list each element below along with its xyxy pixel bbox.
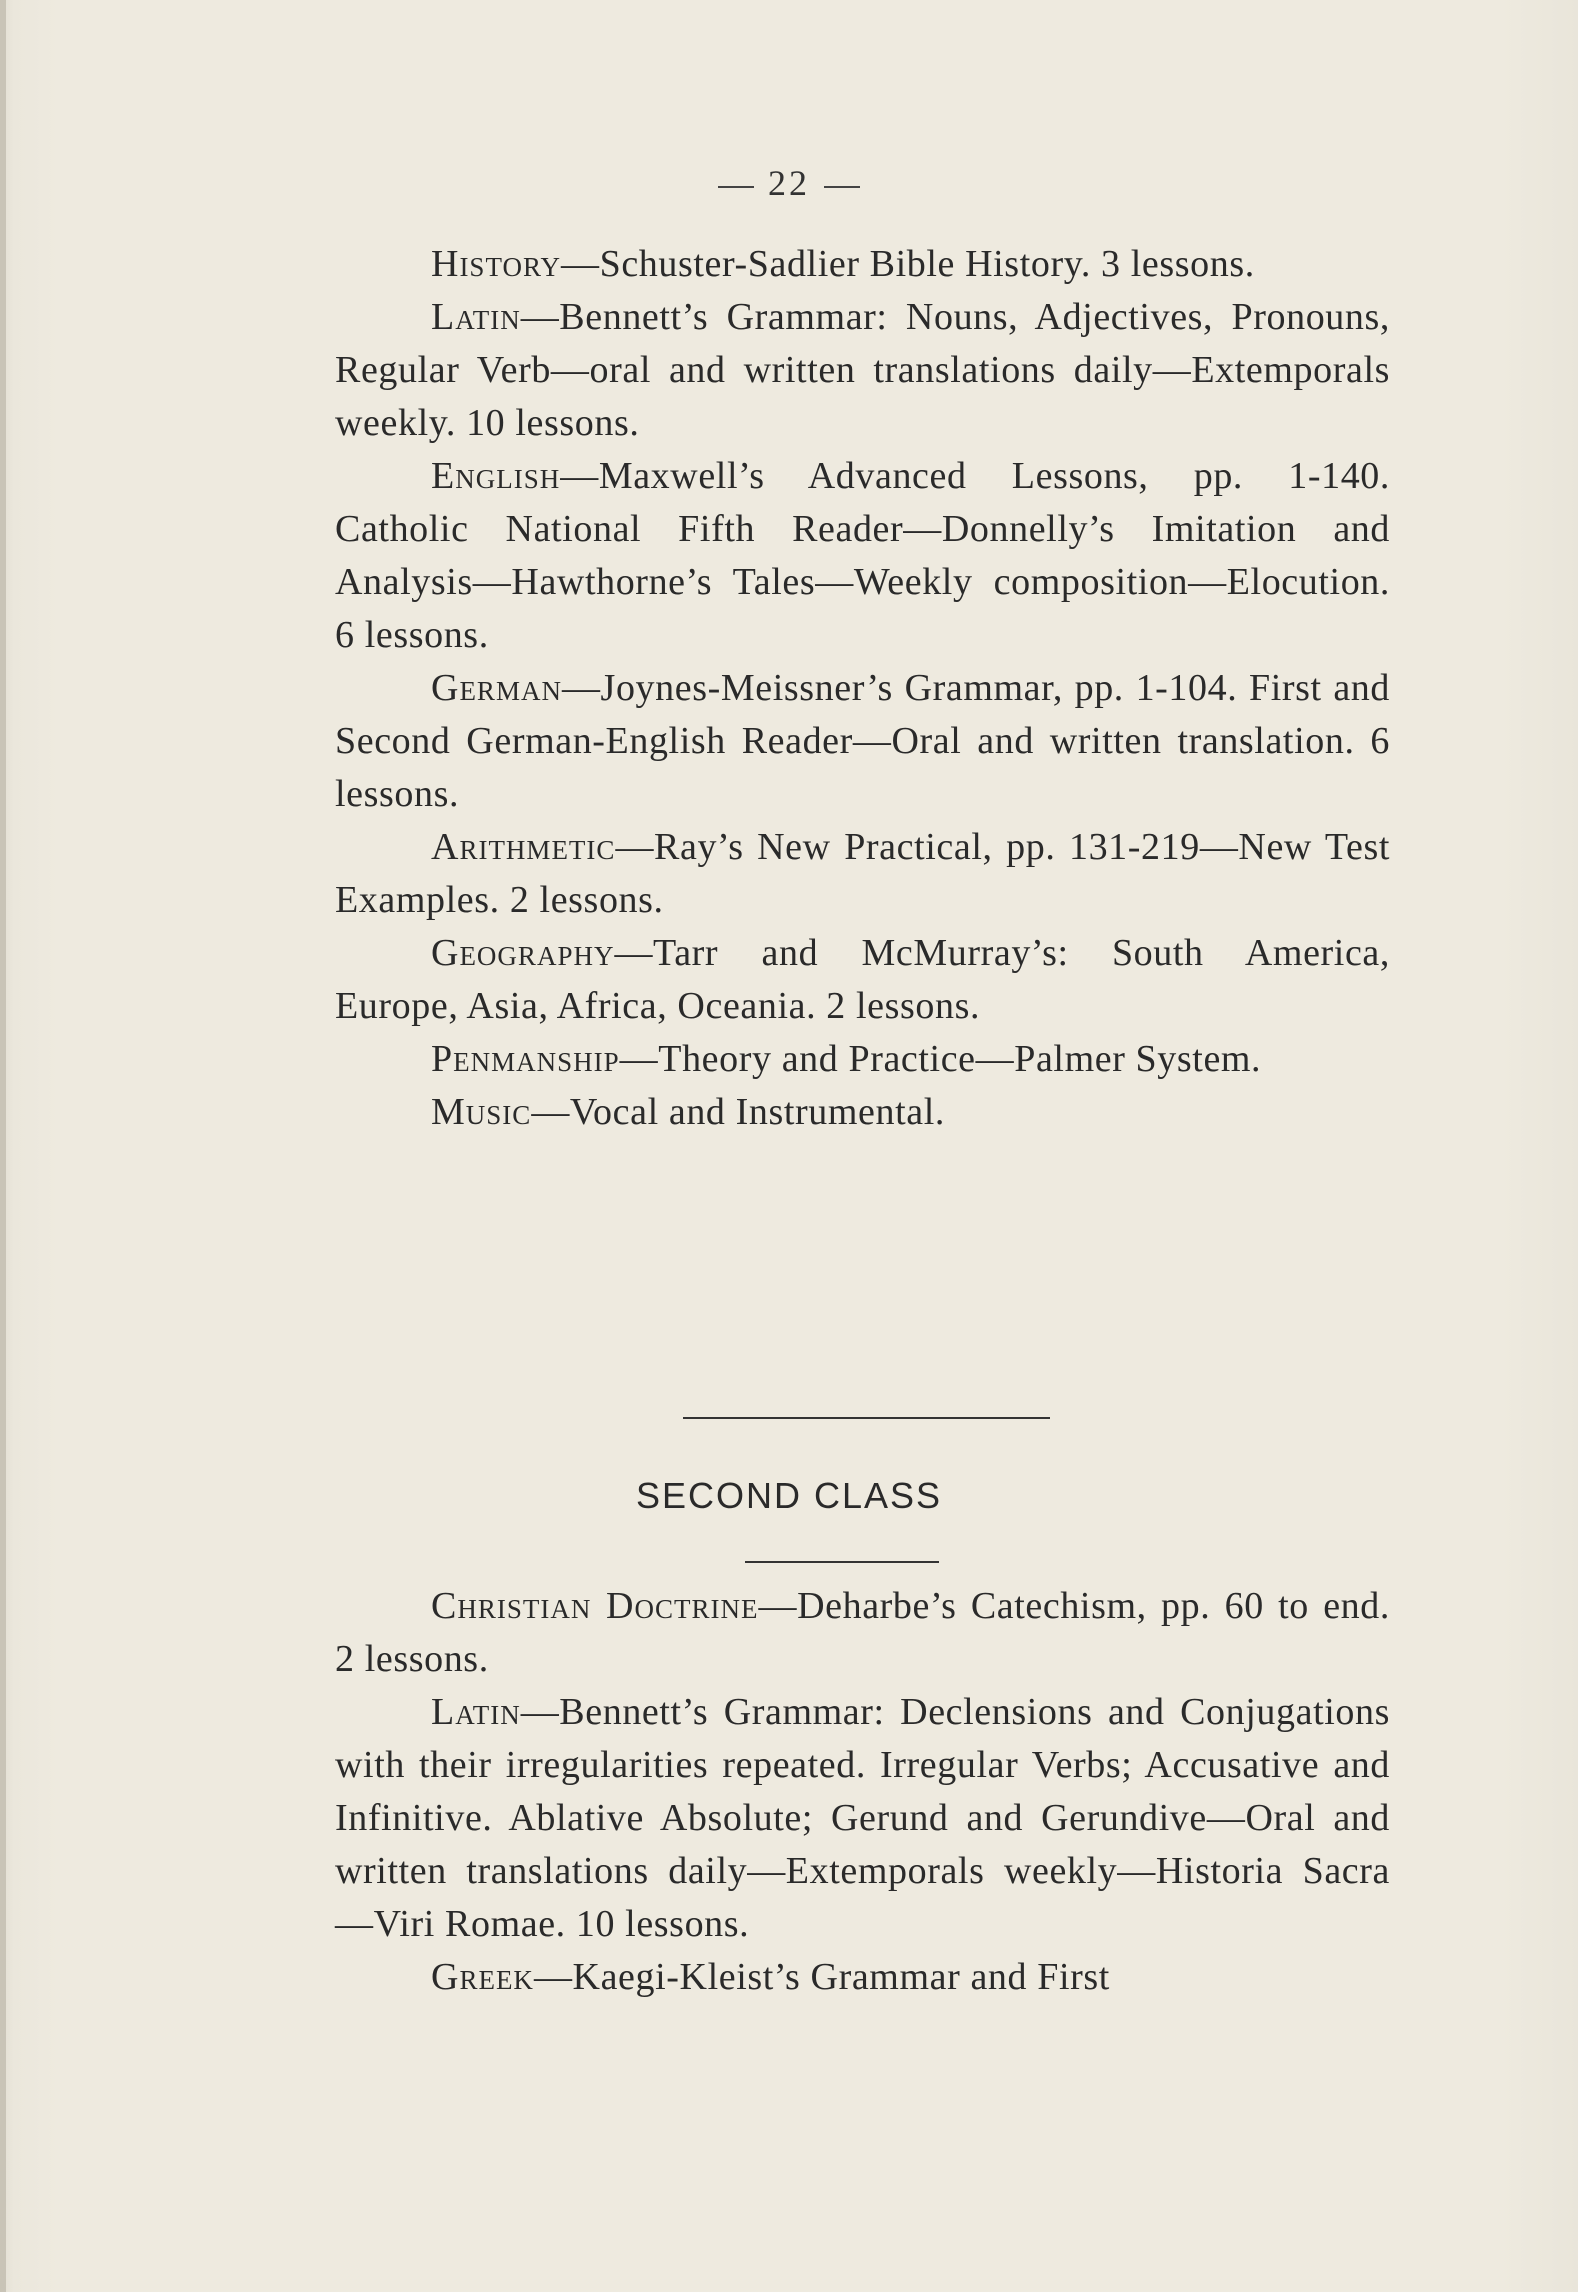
course-subject: Greek: [431, 1956, 534, 1998]
course-description: —Bennett’s Grammar: Nouns, Adjectives, Pronouns, Regular Verb—oral and written translations daily—Extemporals weekly. 10 lessons.: [335, 296, 1390, 444]
course-entry-christian-doctrine: [335, 1580, 1390, 1686]
second-section-body: [335, 1580, 1390, 2004]
course-entry-arithmetic: [335, 821, 1390, 927]
page-number-value: 22: [768, 163, 810, 203]
course-subject: Music: [431, 1091, 532, 1133]
course-entry-geography: [335, 927, 1390, 1033]
course-description: —Schuster-Sadlier Bible History. 3 lessons.: [560, 243, 1255, 285]
course-subject: Latin: [431, 296, 521, 338]
course-subject: Latin: [431, 1691, 521, 1733]
course-description: —Tarr and McMurray’s: South America, Europe, Asia, Africa, Oceania. 2 lessons.: [335, 932, 1390, 1027]
course-subject: Geography: [431, 932, 615, 974]
course-description: —Theory and Practice—Palmer System.: [619, 1038, 1262, 1080]
course-description: —Joynes-Meissner’s Grammar, pp. 1-104. First and Second German-English Reader—Oral and written translation. 6 lessons.: [335, 667, 1390, 815]
section-divider-long: [683, 1417, 1050, 1419]
binding-edge: [0, 0, 6, 2292]
course-entry-history: [335, 238, 1390, 291]
course-entry-music: [335, 1086, 1390, 1139]
course-entry-penmanship: [335, 1033, 1390, 1086]
section-heading: SECOND CLASS: [635, 1475, 943, 1516]
course-entry-german: [335, 662, 1390, 821]
course-description: —Kaegi-Kleist’s Grammar and First: [533, 1956, 1110, 1998]
page-number-right-dash: [824, 186, 860, 188]
course-description: —Ray’s New Practical, pp. 131-219—New Test Examples. 2 lessons.: [335, 826, 1390, 921]
page-number-left-dash: [718, 186, 754, 188]
course-description: —Vocal and Instrumental.: [531, 1091, 945, 1133]
course-subject: Christian Doctrine: [431, 1585, 759, 1627]
course-subject: History: [431, 243, 561, 285]
course-entry-latin: [335, 1686, 1390, 1951]
course-subject: English: [431, 455, 561, 497]
section-divider-short: [745, 1561, 939, 1563]
course-description: —Bennett’s Grammar: Declensions and Conjugations with their irregularities repeated. Irregular Verbs; Accusative and Infinitive. Ablative Absolute; Gerund and Gerundive—Oral and written translations daily—Extemporals weekly—Historia Sacra—Viri Romae. 10 lessons.: [335, 1691, 1390, 1945]
course-subject: German: [431, 667, 562, 709]
course-description: —Deharbe’s Catechism, pp. 60 to end. 2 lessons.: [335, 1585, 1390, 1680]
course-subject: Penmanship: [431, 1038, 620, 1080]
first-section-body: [335, 238, 1390, 1139]
course-entry-latin: [335, 291, 1390, 450]
course-subject: Arithmetic: [431, 826, 616, 868]
course-entry-greek: [335, 1951, 1390, 2004]
course-entry-english: [335, 450, 1390, 662]
page-number: [0, 162, 1578, 204]
course-description: —Maxwell’s Advanced Lessons, pp. 1-140. Catholic National Fifth Reader—Donnelly’s Imitation and Analysis—Hawthorne’s Tales—Weekly composition—Elocution. 6 lessons.: [335, 455, 1390, 656]
